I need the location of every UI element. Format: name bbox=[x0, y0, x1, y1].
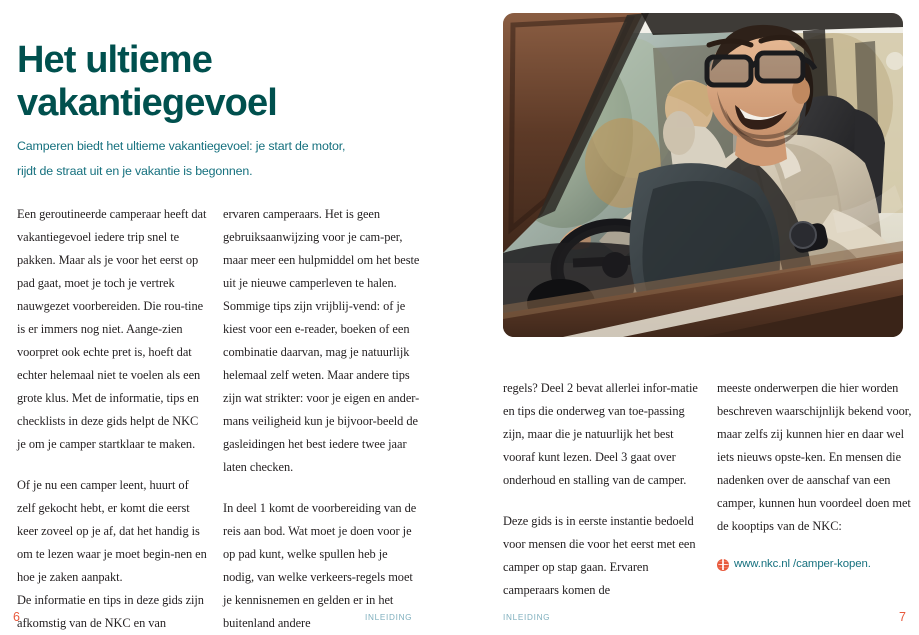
hero-photo bbox=[503, 13, 903, 337]
nkc-camper-kopen-link[interactable] bbox=[717, 556, 913, 573]
running-head-left: INLEIDING bbox=[365, 613, 413, 622]
link-label: www.nkc.nl /camper-kopen. bbox=[734, 558, 871, 570]
paragraph: Deze gids is in eerste instantie bedoeld voor mensen die voor het eerst met een camper op stap gaan. Ervaren camperaars komen de bbox=[503, 514, 696, 597]
body-column-3 bbox=[503, 377, 699, 602]
paragraph: ervaren camperaars. Het is geen gebruiksaanwijzing voor je cam-per, maar meer een hulpmiddel om het beste uit je nieuwe camperleven te halen. Sommige tips zijn vrijblij-vend: of je kiest voor een e-reader, boeken of een combinatie daarvan, mag je natuurlijk helemaal zelf weten. Maar andere tips zijn wat strikter: voor je eigen en ander-mans veiligheid kun je bijvoor-beeld de gasleidingen het best iedere twee jaar laten checken. bbox=[223, 207, 420, 474]
body-column-1 bbox=[17, 203, 210, 635]
paragraph: Een geroutineerde camperaar heeft dat vakantiegevoel iedere trip snel te pakken. Maar als je voor het eerst op pad gaat, moet je toch je vertrek nauwgezet voorbereiden. Die rou-tine is er immers nog niet. Aange-zien voorpret ook echte pret is, hoeft dat echter helemaal niet te voelen als een grote klus. Met de informatie, tips en checklists in deze gids helpt de NKC je om je camper startklaar te maken. bbox=[17, 207, 207, 451]
paragraph: In deel 1 komt de voorbereiding van de reis aan bod. Wat moet je doen voor je op pad kunt, welke spullen heb je nodig, van welke verkeers-regels moet je kennisnemen en gelden er in het buitenland andere bbox=[223, 501, 417, 630]
intro-paragraph: Camperen biedt het ultieme vakantiegevoel: je start de motor, rijdt de straat uit en je vakantie is begonnen. bbox=[17, 139, 346, 178]
page-number-right: 7 bbox=[899, 610, 906, 624]
running-head-right: INLEIDING bbox=[503, 613, 551, 622]
hero-photo-illustration bbox=[503, 13, 903, 337]
page-title: Het ultieme vakantiegevoel bbox=[17, 39, 277, 125]
globe-icon bbox=[717, 559, 729, 571]
body-column-4 bbox=[717, 377, 913, 573]
paragraph: meeste onderwerpen die hier worden beschreven waarschijnlijk bekend voor, maar zelfs zij kunnen hier en daar wel iets nieuws opste-ken. En mensen die nadenken over de aanschaf van een camper, kunnen hun voordeel doen met de kooptips van de NKC: bbox=[717, 381, 912, 533]
body-column-2 bbox=[223, 203, 421, 635]
paragraph: regels? Deel 2 bevat allerlei infor-matie en tips die onderweg van toe-passing zijn, maar die je natuurlijk het best vooraf kunt lezen. Deel 3 gaat over onderhoud en stalling van de camper. bbox=[503, 381, 698, 487]
left-page bbox=[0, 0, 459, 633]
page-number-left: 6 bbox=[13, 610, 20, 624]
paragraph: Of je nu een camper leent, huurt of zelf gekocht hebt, er komt die eerst keer zoveel op je af, dat het handig is om te lezen waar je moet begin-nen en hoe je zaken aanpakt. De informatie en tips in deze gids zijn afkomstig van de NKC en van bbox=[17, 478, 207, 630]
